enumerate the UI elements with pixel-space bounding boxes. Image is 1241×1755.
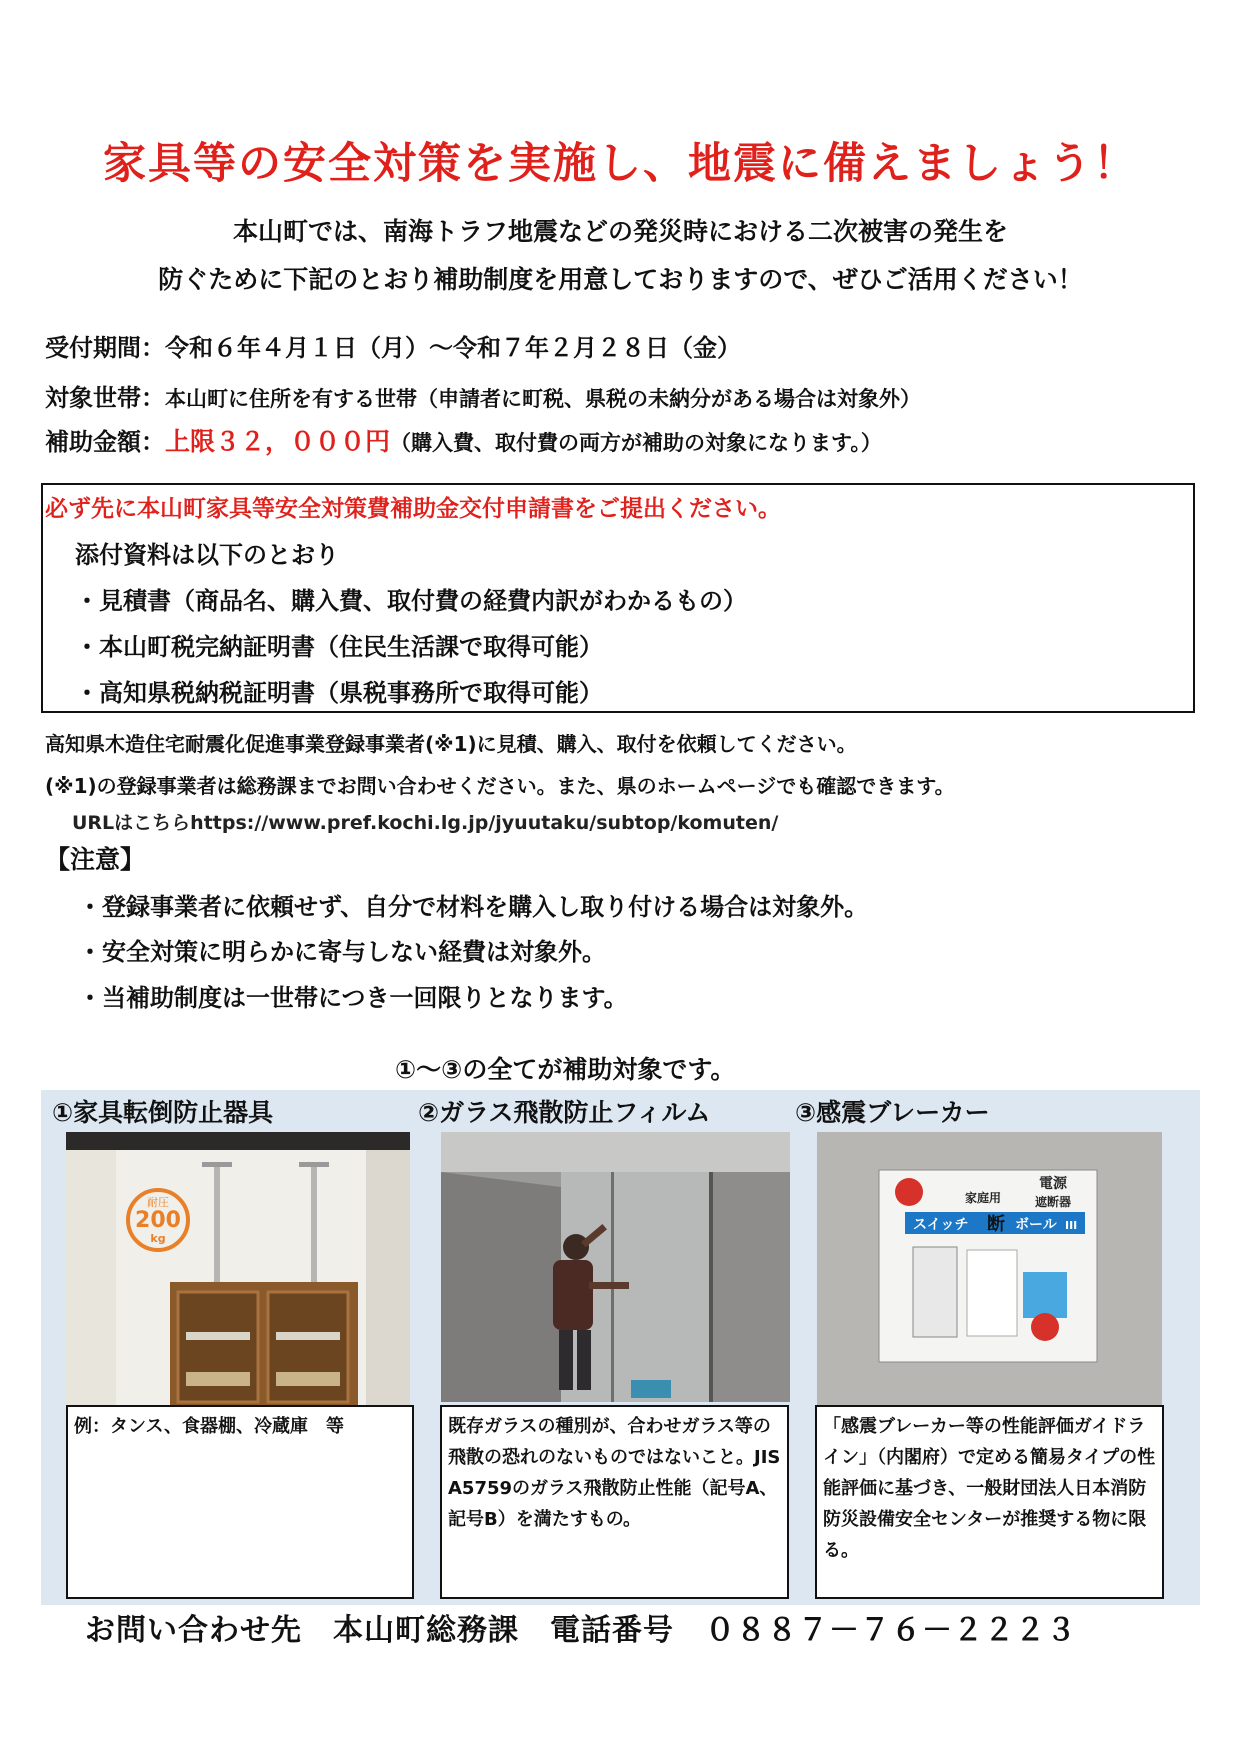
attach-item: ・見積書（商品名、購入費、取付費の経費内訳がわかるもの） xyxy=(75,587,747,615)
breaker-model: III xyxy=(1065,1219,1078,1232)
inquiry-note: (※1)の登録事業者は総務課までお問い合わせください。また、県のホームページでも確認できます。 xyxy=(45,774,955,798)
period-label: 受付期間： xyxy=(45,334,165,362)
amount-highlight: 上限３２，０００円 xyxy=(165,427,391,456)
amount-label: 補助金額： xyxy=(45,428,165,456)
category-title-breaker: ③感震ブレーカー xyxy=(795,1098,990,1127)
attach-item: ・本山町税完納証明書（住民生活課で取得可能） xyxy=(75,633,603,661)
caution-item: ・当補助制度は一世帯につき一回限りとなります。 xyxy=(78,984,628,1012)
furniture-illustration xyxy=(66,1132,410,1410)
url-link[interactable]: URLはこちらhttps://www.pref.kochi.lg.jp/jyuutaku/subtop/komuten/ xyxy=(72,812,779,834)
period-value: 令和６年４月１日（月）～令和７年２月２８日（金） xyxy=(165,334,741,362)
furniture-description: 例：タンス、食器棚、冷蔵庫 等 xyxy=(66,1405,414,1599)
glass-film-photo xyxy=(441,1132,790,1402)
registration-note: 高知県木造住宅耐震化促進事業登録事業者(※1)に見積、購入、取付を依頼してください。 xyxy=(45,732,857,756)
caution-item: ・登録事業者に依頼せず、自分で材料を購入し取り付ける場合は対象外。 xyxy=(78,893,869,921)
breaker-photo xyxy=(817,1132,1162,1407)
attach-title: 添付資料は以下のとおり xyxy=(75,541,339,569)
load-value: 200 xyxy=(135,1208,181,1233)
category-title-furniture: ①家具転倒防止器具 xyxy=(52,1098,274,1127)
breaker-dan: 断 xyxy=(987,1214,1005,1235)
intro-line-1: 本山町では、南海トラフ地震などの発災時における二次被害の発生を xyxy=(232,217,1008,246)
breaker-switch: スイッチ xyxy=(913,1217,969,1233)
target-row xyxy=(45,378,921,413)
breaker-name-2: 遮断器 xyxy=(1035,1195,1072,1209)
amount-note: （購入費、取付費の両方が補助の対象になります。） xyxy=(390,431,882,455)
breaker-ball: ボール xyxy=(1015,1217,1057,1233)
box-headline: 必ず先に本山町家具等安全対策費補助金交付申請書をご提出ください。 xyxy=(45,496,781,522)
breaker-description: 「感震ブレーカー等の性能評価ガイドライン」（内閣府）で定める簡易タイプの性能評価に基づき、一般財団法人日本消防防災設備安全センターが推奨する物に限る。 xyxy=(815,1405,1164,1599)
load-label: 耐圧 xyxy=(147,1196,169,1209)
target-label: 対象世帯： xyxy=(45,384,165,412)
amount-row xyxy=(45,422,882,458)
caution-item: ・安全対策に明らかに寄与しない経費は対象外。 xyxy=(78,938,606,966)
breaker-tag: 家庭用 xyxy=(965,1191,1002,1205)
application-box xyxy=(41,483,1195,713)
contact-info: お問い合わせ先 本山町総務課 電話番号 ０８８７－７６－２２２３ xyxy=(85,1613,1077,1648)
caution-heading: 【注意】 xyxy=(45,845,146,874)
period-row xyxy=(45,328,741,363)
category-title-glass-film: ②ガラス飛散防止フィルム xyxy=(418,1098,711,1127)
glass-film-illustration xyxy=(441,1132,790,1402)
target-value: 本山町に住所を有する世帯（申請者に町税、県税の未納分がある場合は対象外） xyxy=(165,387,921,411)
load-unit: kg xyxy=(150,1232,166,1245)
glass-film-description: 既存ガラスの種別が、合わせガラス等の飛散の恐れのないものではないこと。JIS A5759のガラス飛散防止性能（記号A、記号B）を満たすもの。 xyxy=(440,1405,789,1599)
intro-line-2: 防ぐために下記のとおり補助制度を用意しておりますので、ぜひご活用ください！ xyxy=(158,265,1083,294)
subsidy-heading: ①～③の全てが補助対象です。 xyxy=(395,1055,736,1084)
breaker-name-1: 電源 xyxy=(1039,1176,1067,1192)
attach-item: ・高知県税納税証明書（県税事務所で取得可能） xyxy=(75,679,603,707)
furniture-photo xyxy=(66,1132,410,1410)
page-title: 家具等の安全対策を実施し、地震に備えましょう！ xyxy=(103,139,1138,189)
breaker-illustration xyxy=(817,1132,1162,1407)
